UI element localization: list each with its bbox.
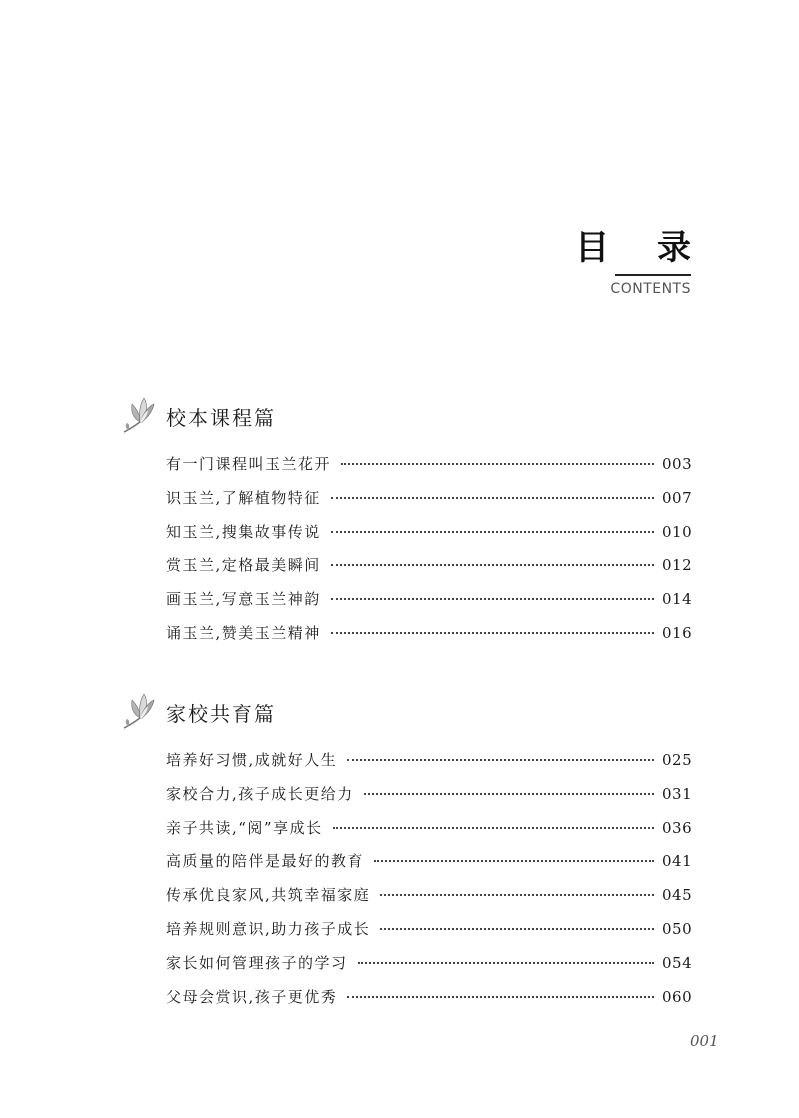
toc-entry[interactable] [166, 952, 692, 986]
entry-page-number: 050 [662, 919, 693, 938]
page-number: 001 [690, 1032, 719, 1050]
entry-page-number: 025 [662, 751, 693, 769]
entry-title: 家校合力,孩子成长更给力 [166, 784, 354, 803]
entry-page-number: 016 [662, 623, 693, 642]
toc-entry[interactable] [166, 817, 692, 851]
toc-entry[interactable] [166, 749, 692, 783]
dot-leader [347, 759, 654, 761]
dot-leader [341, 463, 654, 465]
section-header [118, 392, 692, 440]
entry-title: 诵玉兰,赞美玉兰精神 [166, 623, 321, 642]
title-divider [615, 274, 691, 276]
entry-page-number: 007 [662, 488, 693, 507]
entry-title: 知玉兰,搜集故事传说 [166, 522, 321, 541]
toc-entry[interactable] [166, 554, 692, 588]
entry-list [118, 453, 692, 656]
entry-page-number: 041 [662, 852, 693, 871]
toc-section [118, 392, 692, 656]
toc-entry[interactable] [166, 850, 692, 884]
entry-title: 培养好习惯,成就好人生 [166, 751, 338, 769]
page-subtitle: CONTENTS [610, 281, 691, 297]
entry-title: 培养规则意识,助力孩子成长 [166, 919, 371, 938]
dot-leader [374, 860, 654, 862]
dot-leader [331, 564, 654, 566]
entry-title: 有一门课程叫玉兰花开 [166, 455, 332, 473]
toc-header [575, 228, 709, 297]
toc-entry[interactable] [166, 521, 692, 555]
section-title: 家校共育篇 [166, 701, 276, 726]
entry-page-number: 045 [662, 886, 693, 905]
entry-title: 识玉兰,了解植物特征 [166, 488, 321, 507]
dot-leader [331, 598, 654, 600]
dot-leader [333, 827, 654, 829]
entry-title: 父母会赏识,孩子更优秀 [166, 987, 338, 1006]
toc-entry[interactable] [166, 884, 692, 918]
section-title: 校本课程篇 [166, 405, 276, 430]
entry-page-number: 003 [662, 455, 693, 473]
dot-leader [358, 962, 654, 964]
entry-list [118, 749, 692, 1019]
entry-page-number: 014 [662, 590, 693, 609]
toc-entry[interactable] [166, 588, 692, 622]
entry-page-number: 036 [662, 818, 693, 837]
toc-entry[interactable] [166, 918, 692, 952]
entry-page-number: 031 [662, 784, 693, 803]
entry-page-number: 054 [662, 953, 693, 972]
toc-section [118, 688, 692, 1019]
magnolia-flower-icon [118, 688, 160, 736]
toc-entry[interactable] [166, 783, 692, 817]
toc-entry[interactable] [166, 453, 692, 487]
entry-page-number: 060 [662, 987, 693, 1006]
entry-title: 赏玉兰,定格最美瞬间 [166, 556, 321, 575]
dot-leader [380, 928, 654, 930]
toc-entry[interactable] [166, 622, 692, 656]
toc-entry[interactable] [166, 487, 692, 521]
entry-page-number: 010 [662, 522, 693, 541]
entry-page-number: 012 [662, 556, 693, 575]
entry-title: 画玉兰,写意玉兰神韵 [166, 590, 321, 609]
entry-title: 高质量的陪伴是最好的教育 [166, 852, 365, 871]
entry-title: 亲子共读,“阅”享成长 [166, 818, 323, 837]
toc-entry[interactable] [166, 986, 692, 1020]
dot-leader [331, 497, 654, 499]
section-header [118, 688, 692, 736]
dot-leader [331, 531, 654, 533]
dot-leader [380, 894, 654, 896]
page-title: 目 录 [575, 228, 709, 268]
dot-leader [364, 793, 654, 795]
entry-title: 传承优良家风,共筑幸福家庭 [166, 886, 371, 905]
dot-leader [347, 996, 654, 998]
entry-title: 家长如何管理孩子的学习 [166, 953, 348, 972]
dot-leader [331, 632, 654, 634]
magnolia-flower-icon [118, 392, 160, 440]
